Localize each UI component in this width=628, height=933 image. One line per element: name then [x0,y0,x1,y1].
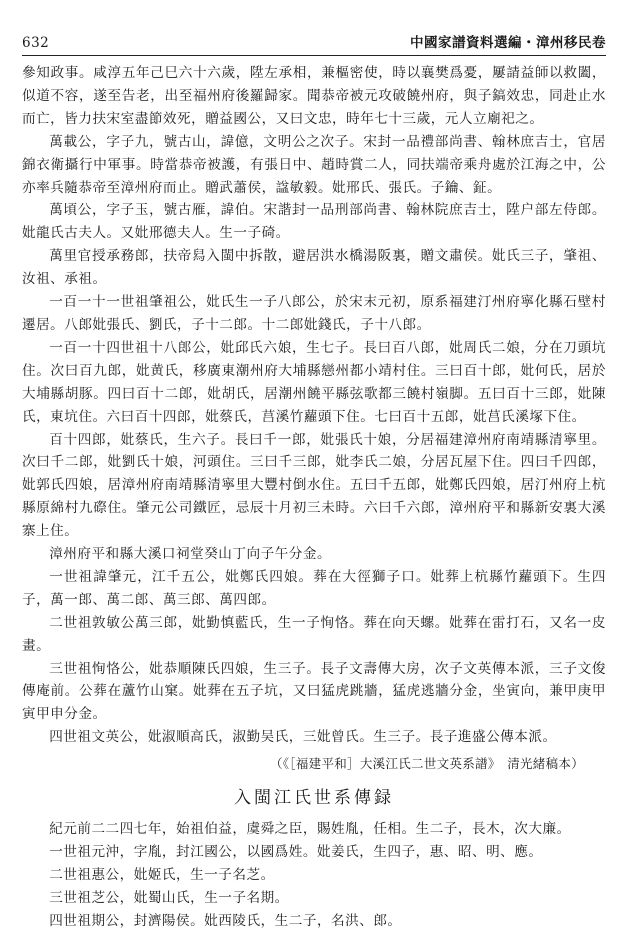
paragraph-2: 萬載公，字子九，號古山，諱億，文明公之次子。宋封一品禮部尚書、翰林庶吉士，官居錦衣衛攝行中軍事。時當恭帝被護，有張日中、趙時賞二人，同扶端帝乘舟處於江海之中，公亦率兵隨恭帝至漳州府而止。贈武蕭侯，諡敏毅。妣邢氏、張氏。子鑰、鉦。 [22,133,606,196]
page-number: 632 [22,34,50,51]
paragraph-7: 百十四郎，妣蔡氏，生六子。長曰千一郎，妣張氏十娘，分居福建漳州府南靖縣清寧里。次曰千二郎，妣劉氏十娘，河頭住。三曰千三郎，妣李氏二娘，分居瓦屋下住。四曰千四郎，妣郭氏四娘，居漳州府南靖縣清寧里大豐村倒水住。五曰千五郎，妣鄭氏四娘，居汀州府上杭縣原綿村九磜住。肇元公司鐵匠，忌辰十月初三未時。六曰千六郎，漳州府平和縣新安裏大溪寨上住。 [22,431,606,540]
page-body [22,62,606,933]
book-title: 中國家譜資料選編・漳州移民卷 [410,34,606,51]
paragraph-5: 一百一十一世祖肇祖公，妣氏生一子八郎公，於宋末元初，原系福建汀州府寧化縣石壁村遷居。八郎妣張氏、劉氏，子十二郎。十二郎妣錢氏，子十八郎。 [22,294,606,333]
paragraph-12: 四世祖文英公，妣淑順高氏，淑勤吴氏，三妣曾氏。生三子。長子進盛公傳本派。 [49,729,557,746]
paragraph-3: 萬頃公，字子玉，號古雁，諱伯。宋諧封一品刑部尚書、翰林院庶吉士，陞户部左侍郎。妣龍氏古夫人。又妣邢德夫人。生一子碕。 [22,202,606,242]
paragraph-8: 漳州府平和縣大溪口祠堂癸山丁向子午分金。 [49,546,332,563]
section-paragraph-4: 三世祖芝公，妣蜀山氏，生一子名期。 [49,889,289,906]
header-rule [22,55,606,56]
section-paragraph-2: 一世祖元沖，字胤，封江國公，以國爲姓。妣姜氏，生四子，惠、昭、明、應。 [49,844,543,860]
section-title: 入閩江氏世系傳録 [234,788,394,809]
page-header [22,28,606,50]
paragraph-11: 三世祖恂恪公，妣恭順陳氏四娘，生三子。長子文壽傳大房，次子文英傳本派，三子文俊傳庵前。公葬在蘆竹山窠。妣葬在五子坑，又曰猛虎跳牆，猛虎逃牆分金，坐寅向，兼甲庚甲寅甲申分金。 [22,660,606,723]
paragraph-6: 一百一十四世祖十八郎公，妣邱氏六娘，生七子。長曰百八郎，妣周氏二娘，分在刀頭坑住。次曰百九郎，妣黄氏，移廣東潮州府大埔縣戀州都小靖村住。三曰百十郎，妣何氏，居於大埔縣胡豚。四曰百十二郎，妣胡氏，居潮州饒平縣弦歌都三饒村嶺脚。五曰百十三郎，妣陳氏，東坑住。六曰百十四郎，妣蔡氏，莒溪竹蘿頭下住。七曰百十五郎，妣莒氏溪塚下住。 [22,339,606,425]
section-paragraph-3: 二世祖惠公，妣姬氏，生一子名芝。 [49,866,275,883]
section-paragraph-1: 紀元前二二四七年，始祖伯益，虞舜之臣，賜姓胤，任相。生二子，長木，次大廉。 [49,821,571,838]
paragraph-10: 二世祖敦敏公萬三郎，妣勤慎藍氏，生一子恂恪。葬在向天螺。妣葬在雷打石，又名一皮畫。 [22,614,606,654]
paragraph-9: 一世祖諱肇元，江千五公，妣鄭氏四娘。葬在大徑獅子口。妣葬上杭縣竹蘿頭下。生四子，萬一郎、萬二郎、萬三郎、萬四郎。 [22,568,606,608]
paragraph-4: 萬里官授承務郎，扶帝舄入閩中拆散，避居洪水橋湯阪裏，贈文肅侯。妣氏三子，肇祖、汝祖、承祖。 [22,248,606,288]
paragraph-1: 參知政事。咸淳五年己巳六十六歲，陞左承相，兼樞密使，時以襄樊爲憂，屢請益師以救闔，似道不容，遂至告老，出至福州府後羅歸家。聞恭帝被元攻破饒州府，與子鎬效忠，同赴止水而亡，皆力扶宋室盡節效死，贈益國公，又曰文忠，時年七十三歲，元人立廟祀之。 [22,65,606,127]
section-paragraph-5: 四世祖期公，封濟陽侯。妣西陵氏，生二子，名洪、郎。 [49,912,402,929]
source-note: （《［福建平和］大溪江氏二世文英系譜》 清光緒稿本） [269,756,584,772]
